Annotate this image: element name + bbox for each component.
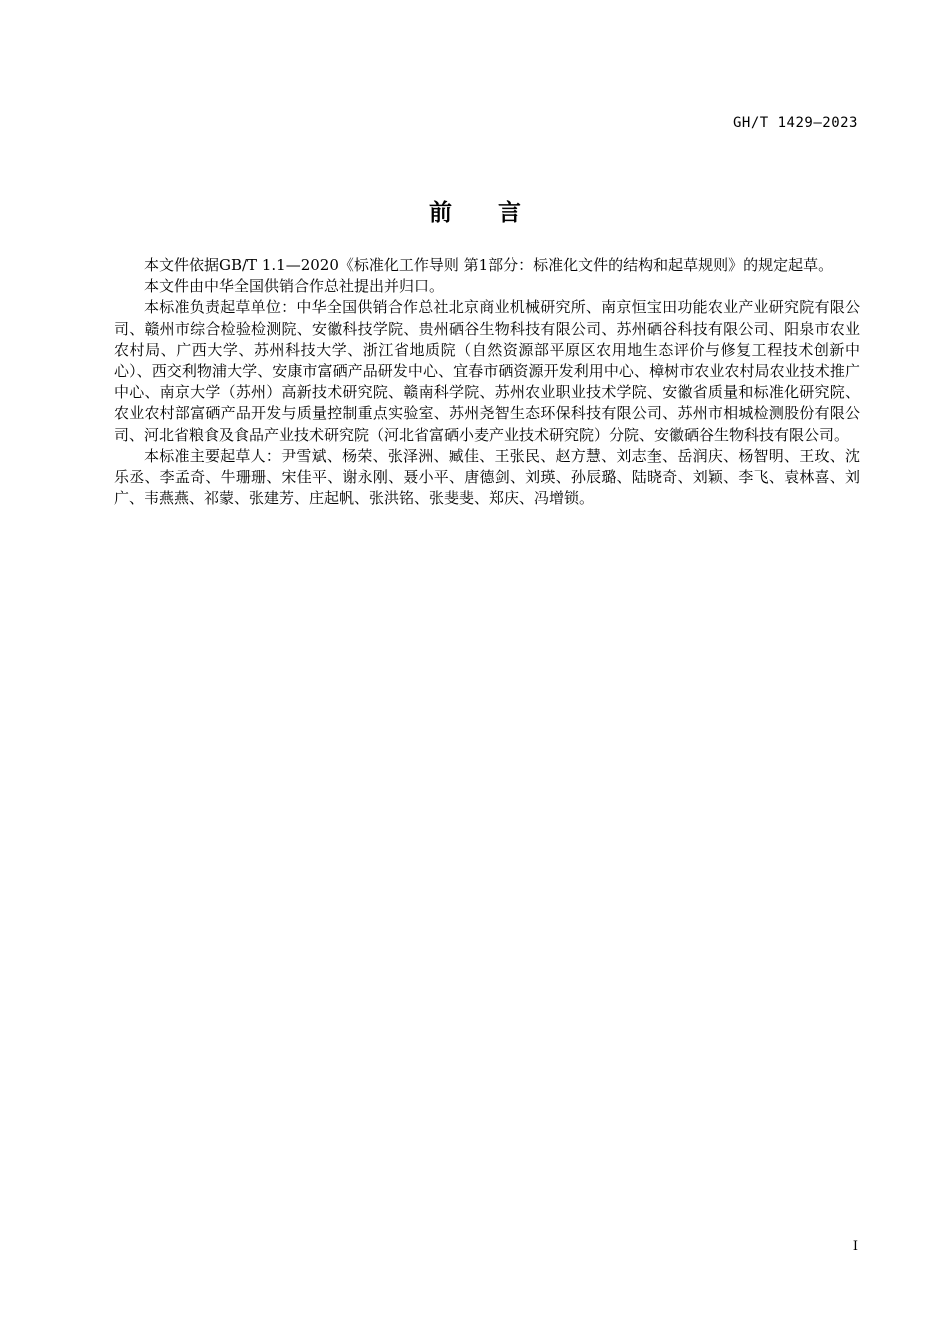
paragraph-drafting-units: 本标准负责起草单位：中华全国供销合作总社北京商业机械研究所、南京恒宝田功能农业产业研究院有限公司、赣州市综合检验检测院、安徽科技学院、贵州硒谷生物科技有限公司、苏州硒谷科技有限公司、阳泉市农业农村局、广西大学、苏州科技大学、浙江省地质院（自然资源部平原区农用地生态评价与修复工程技术创新中心）、西交利物浦大学、安康市富硒产品研发中心、宜春市硒资源开发利用中心、樟树市农业农村局农业技术推广中心、南京大学（苏州）高新技术研究院、赣南科学院、苏州农业职业技术学院、安徽省质量和标准化研究院、农业农村部富硒产品开发与质量控制重点实验室、苏州尧智生态环保科技有限公司、苏州市相城检测股份有限公司、河北省粮食及食品产业技术研究院（河北省富硒小麦产业技术研究院）分院、安徽硒谷生物科技有限公司。 <box>114 298 860 444</box>
page-title: 前言 <box>429 200 567 226</box>
paragraph-drafters: 本标准主要起草人：尹雪斌、杨荣、张泽洲、臧佳、王张民、赵方慧、刘志奎、岳润庆、杨智明、王玫、沈乐丞、李孟奇、牛珊珊、宋佳平、谢永刚、聂小平、唐德剑、刘瑛、孙辰璐、陆晓奇、刘颖、李飞、袁林喜、刘广、韦燕燕、祁蒙、张建芳、庄起帆、张洪铭、张斐斐、郑庆、冯增锁。 <box>114 446 860 508</box>
paragraph-basis: 本文件依据GB/T 1.1—2020《标准化工作导则 第1部分：标准化文件的结构和起草规则》的规定起草。 <box>144 256 834 274</box>
foreword-body <box>114 255 860 509</box>
page-number: I <box>852 1239 858 1254</box>
document-code: GH/T 1429—2023 <box>732 115 858 131</box>
paragraph-proposer: 本文件由中华全国供销合作总社提出并归口。 <box>144 277 445 296</box>
